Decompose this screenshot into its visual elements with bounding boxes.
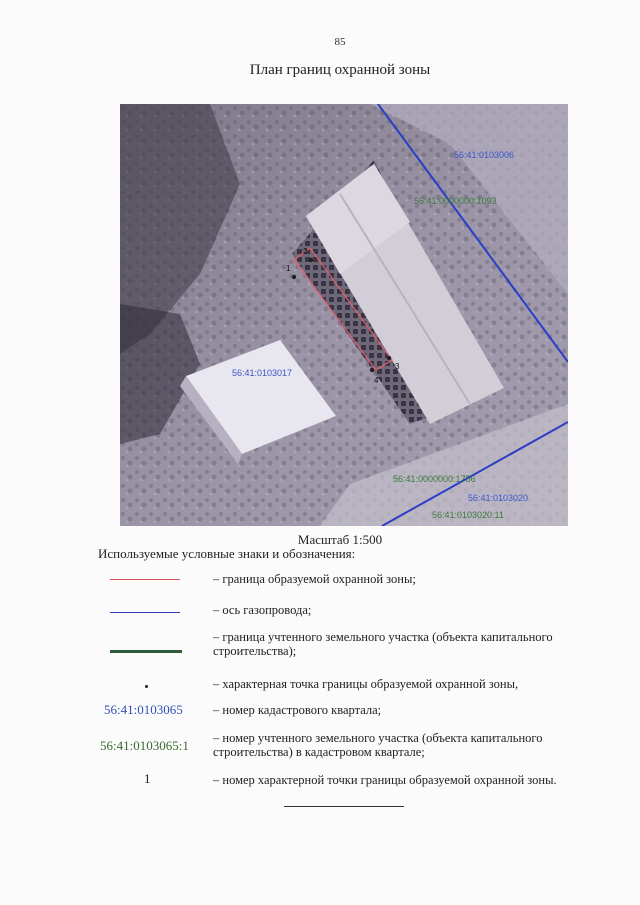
point-number: 4 <box>374 376 379 385</box>
point-number: 2 <box>303 247 308 256</box>
legend-item-text: – граница учтенного земельного участка (объекта капитального строительства); <box>213 630 553 658</box>
legend-item-text: – номер кадастрового квартала; <box>213 703 382 717</box>
closing-rule <box>284 806 404 807</box>
aerial-map <box>120 104 568 526</box>
boundary-point <box>292 275 296 279</box>
legend-item-text: – ось газопровода; <box>213 603 312 617</box>
legend-item-text: – номер учтенного земельного участка (объекта капитального строительства) в кадастровом квартале; <box>213 731 543 759</box>
legend-item-text: – номер характерной точки границы образуемой охранной зоны. <box>213 773 557 787</box>
legend-symbol-green-line <box>110 650 182 653</box>
legend-heading: Используемые условные знаки и обозначения: <box>98 546 356 561</box>
legend-symbol-parcel-number: 56:41:0103065:1 <box>100 738 189 753</box>
legend-symbol-dot <box>145 685 148 688</box>
quarter-label: 56:41:0103020 <box>468 493 529 503</box>
quarter-label: 56:41:0103006 <box>454 150 515 160</box>
legend-item-text: – характерная точка границы образуемой охранной зоны, <box>213 677 519 691</box>
boundary-point <box>387 356 391 360</box>
boundary-point <box>370 368 374 372</box>
map-scale: Масштаб 1:500 <box>297 532 383 547</box>
parcel-label: 56:41:0000000:1093 <box>414 196 497 206</box>
boundary-point <box>309 258 313 262</box>
point-number: 1 <box>286 264 291 273</box>
legend-symbol-blue-line <box>110 612 180 613</box>
legend-item-text: – граница образуемой охранной зоны; <box>213 572 416 586</box>
parcel-label: 56:41:0103020:11 <box>432 510 504 520</box>
point-number: 3 <box>395 362 400 371</box>
legend-symbol-point-number: 1 <box>144 771 151 786</box>
quarter-label: 56:41:0103017 <box>232 368 293 378</box>
legend-symbol-quarter-number: 56:41:0103065 <box>104 702 183 717</box>
page-title: План границ охранной зоны <box>249 62 431 78</box>
parcel-label: 56:41:0000000:1756 <box>393 474 476 484</box>
legend-symbol-red-line <box>110 579 180 580</box>
page-number: 85 <box>334 36 346 48</box>
aerial-photo <box>120 104 568 526</box>
